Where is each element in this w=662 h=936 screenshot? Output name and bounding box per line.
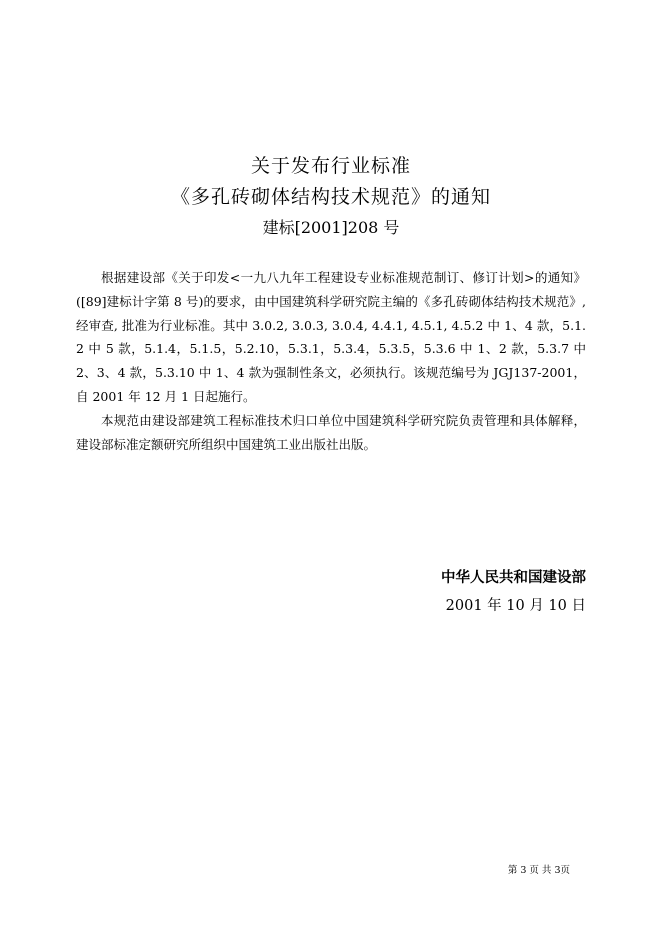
page-number-footer: 第 3 页 共 3页 bbox=[507, 865, 570, 876]
document-number: 建标[2001]208 号 bbox=[262, 218, 400, 237]
issue-date: 2001 年 10 月 10 日 bbox=[445, 598, 586, 614]
body-paragraph-2: 本规范由建设部建筑工程标准技术归口单位中国建筑科学研究院负责管理和具体解释，建设部标准定额研究所组织中国建筑工业出版社出版。 bbox=[76, 412, 586, 452]
issuing-organization: 中华人民共和国建设部 bbox=[441, 570, 586, 586]
body-paragraph-1: 根据建设部《关于印发<一九八九年工程建设专业标准规范制订、修订计划>的通知》([89]建标计字第 8 号)的要求，由中国建筑科学研究院主编的《多孔砖砌体结构技术规范》, 经审查, 批准为行业标准。其中 3.0.2, 3.0.3, 3.0.4, 4.4.1, 4.5.1, 4.5.2 中 1、4 款，5.1.2 中 5 款，5.1.4，5.1.5，5.2.10，5.3.1，5.3.4，5.3.5，5.3.6 中 1、2 款，5.3.7 中 2、3、4 款，5.3.10 中 1、4 款为强制性条文，必须执行。该规范编号为 JGJ137-2001，自 2001 年 12 月 1 日起施行。 bbox=[76, 270, 586, 404]
notice-body bbox=[76, 266, 586, 456]
notice-title-line-2: 《多孔砖砌体结构技术规范》的通知 bbox=[170, 186, 491, 208]
title-block bbox=[0, 152, 662, 239]
notice-title-line-1: 关于发布行业标准 bbox=[250, 155, 411, 177]
signature-block bbox=[441, 566, 586, 618]
